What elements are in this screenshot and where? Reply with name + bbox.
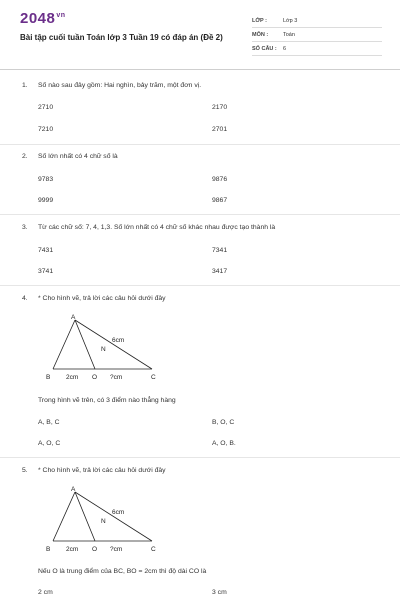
label-o: O <box>92 546 98 553</box>
header-divider <box>0 69 400 70</box>
q3-option-a[interactable]: 7431 <box>38 247 54 254</box>
question-separator <box>0 457 400 458</box>
label-bo-length: 2cm <box>66 374 79 381</box>
label-an-length: 6cm <box>112 337 125 344</box>
label-c: C <box>151 374 156 381</box>
label-o: O <box>92 374 98 381</box>
label-b: B <box>46 374 51 381</box>
label-n: N <box>101 346 106 353</box>
q3-option-d[interactable]: 3417 <box>212 268 228 275</box>
question-4-subtext: Trong hình vẽ trên, có 3 điểm nào thẳng hàng <box>38 397 176 404</box>
header <box>0 0 400 72</box>
question-3: 3. Từ các chữ số: 7, 4, 1,3. Số lớn nhất có 4 chữ số khác nhau được tạo thành là <box>22 224 276 231</box>
meta-info <box>252 14 382 56</box>
question-5-subtext: Nếu O là trung điểm của BC, BO = 2cm thì độ dài CO là <box>38 568 207 575</box>
label-a: A <box>71 314 76 321</box>
q4-option-a[interactable]: A, B, C <box>38 419 60 426</box>
q2-option-b[interactable]: 9876 <box>212 176 228 183</box>
q1-option-d[interactable]: 2701 <box>212 126 228 133</box>
label-oc-length: ?cm <box>110 374 123 381</box>
question-separator <box>0 214 400 215</box>
q2-option-d[interactable]: 9867 <box>212 197 228 204</box>
meta-question-count: SỐ CÂU : 6 <box>252 42 382 56</box>
q3-option-b[interactable]: 7341 <box>212 247 228 254</box>
q2-option-c[interactable]: 9999 <box>38 197 54 204</box>
label-b: B <box>46 546 51 553</box>
question-separator <box>0 285 400 286</box>
q5-option-a[interactable]: 2 cm <box>38 589 53 596</box>
label-oc-length: ?cm <box>110 546 123 553</box>
q2-option-a[interactable]: 9783 <box>38 176 54 183</box>
label-c: C <box>151 546 156 553</box>
label-an-length: 6cm <box>112 509 125 516</box>
label-bo-length: 2cm <box>66 546 79 553</box>
q5-option-b[interactable]: 3 cm <box>212 589 227 596</box>
label-a: A <box>71 486 76 493</box>
q4-option-d[interactable]: A, O, B. <box>212 440 236 447</box>
q1-option-a[interactable]: 2710 <box>38 104 54 111</box>
meta-subject: MÔN : Toán <box>252 28 382 42</box>
question-separator <box>0 144 400 145</box>
site-logo[interactable]: $2048^{vn}$ <box>20 10 66 27</box>
q1-option-c[interactable]: 7210 <box>38 126 54 133</box>
question-5: 5. * Cho hình vẽ, trả lời các câu hỏi dưới đây <box>22 467 166 474</box>
label-n: N <box>101 518 106 525</box>
question-4: 4. * Cho hình vẽ, trả lời các câu hỏi dưới đây <box>22 295 166 302</box>
triangle-figure <box>40 312 170 382</box>
q1-option-b[interactable]: 2170 <box>212 104 228 111</box>
document-title: Bài tập cuối tuần Toán lớp 3 Tuần 19 có đáp án (Đề 2) <box>20 33 223 42</box>
meta-class: LỚP : Lớp 3 <box>252 14 382 28</box>
q3-option-c[interactable]: 3741 <box>38 268 54 275</box>
q4-option-c[interactable]: A, O, C <box>38 440 61 447</box>
q4-option-b[interactable]: B, O, C <box>212 419 235 426</box>
question-2: 2. Số lớn nhất có 4 chữ số là <box>22 153 118 160</box>
triangle-figure <box>40 484 170 554</box>
question-1: 1. Số nào sau đây gồm: Hai nghìn, bảy trăm, một đơn vị. <box>22 82 202 89</box>
